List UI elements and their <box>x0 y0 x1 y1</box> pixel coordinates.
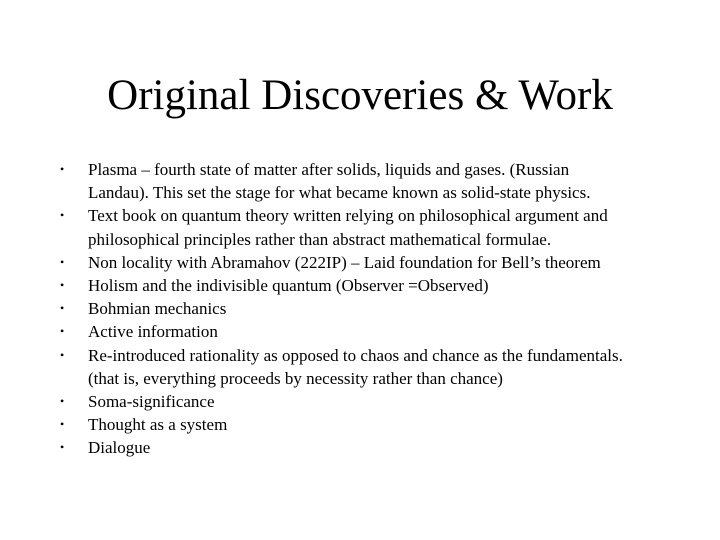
bullet-item <box>56 436 676 459</box>
bullet-text <box>88 436 676 459</box>
bullet-text <box>88 204 676 250</box>
bullet-marker: • <box>60 254 65 269</box>
bullet-item <box>56 413 676 436</box>
bullet-marker: • <box>60 394 65 409</box>
bullet-marker: • <box>60 417 65 432</box>
bullet-marker: • <box>60 347 65 362</box>
bullet-marker: • <box>60 324 65 339</box>
bullet-text <box>88 344 676 390</box>
bullet-text-line: Soma-significance <box>88 392 215 412</box>
slide-title: Original Discoveries & Work <box>107 72 613 119</box>
bullet-text <box>88 297 676 320</box>
bullet-marker: • <box>60 440 65 455</box>
bullet-text-line: Bohmian mechanics <box>88 299 227 319</box>
bullet-text-line: (that is, everything proceeds by necessity rather than chance) <box>88 368 503 388</box>
bullet-item <box>56 344 676 390</box>
bullet-text-line: philosophical principles rather than abstract mathematical formulae. <box>88 229 552 249</box>
bullet-text-line: Thought as a system <box>88 415 228 435</box>
bullet-text-line: Text book on quantum theory written relying on philosophical argument and <box>88 206 608 226</box>
bullet-list <box>56 158 676 460</box>
bullet-marker: • <box>60 278 65 293</box>
bullet-item <box>56 390 676 413</box>
bullet-item <box>56 158 676 204</box>
bullet-marker: • <box>60 162 65 176</box>
bullet-text-line: Plasma – fourth state of matter after solids, liquids and gases. (Russian <box>88 160 570 179</box>
bullet-text-line: Re-introduced rationality as opposed to chaos and chance as the fundamentals. <box>88 345 623 365</box>
bullet-text-line: Dialogue <box>88 438 151 458</box>
bullet-text-line: Landau). This set the stage for what became known as solid-state physics. <box>88 183 591 203</box>
bullet-item <box>56 274 676 297</box>
bullet-text-line: Non locality with Abramahov (222IP) – Laid foundation for Bell’s theorem <box>88 252 601 272</box>
bullet-text-line: Active information <box>88 322 218 342</box>
bullet-text <box>88 274 676 297</box>
bullet-item <box>56 251 676 274</box>
bullet-item <box>56 204 676 250</box>
bullet-text <box>88 413 676 436</box>
bullet-marker: • <box>60 301 65 316</box>
bullet-item <box>56 297 676 320</box>
bullet-text <box>88 158 676 204</box>
bullet-text <box>88 251 676 274</box>
bullet-text <box>88 390 676 413</box>
bullet-item <box>56 320 676 343</box>
bullet-text-line: Holism and the indivisible quantum (Observer =Observed) <box>88 276 489 296</box>
bullet-text <box>88 320 676 343</box>
bullet-marker: • <box>60 208 65 223</box>
